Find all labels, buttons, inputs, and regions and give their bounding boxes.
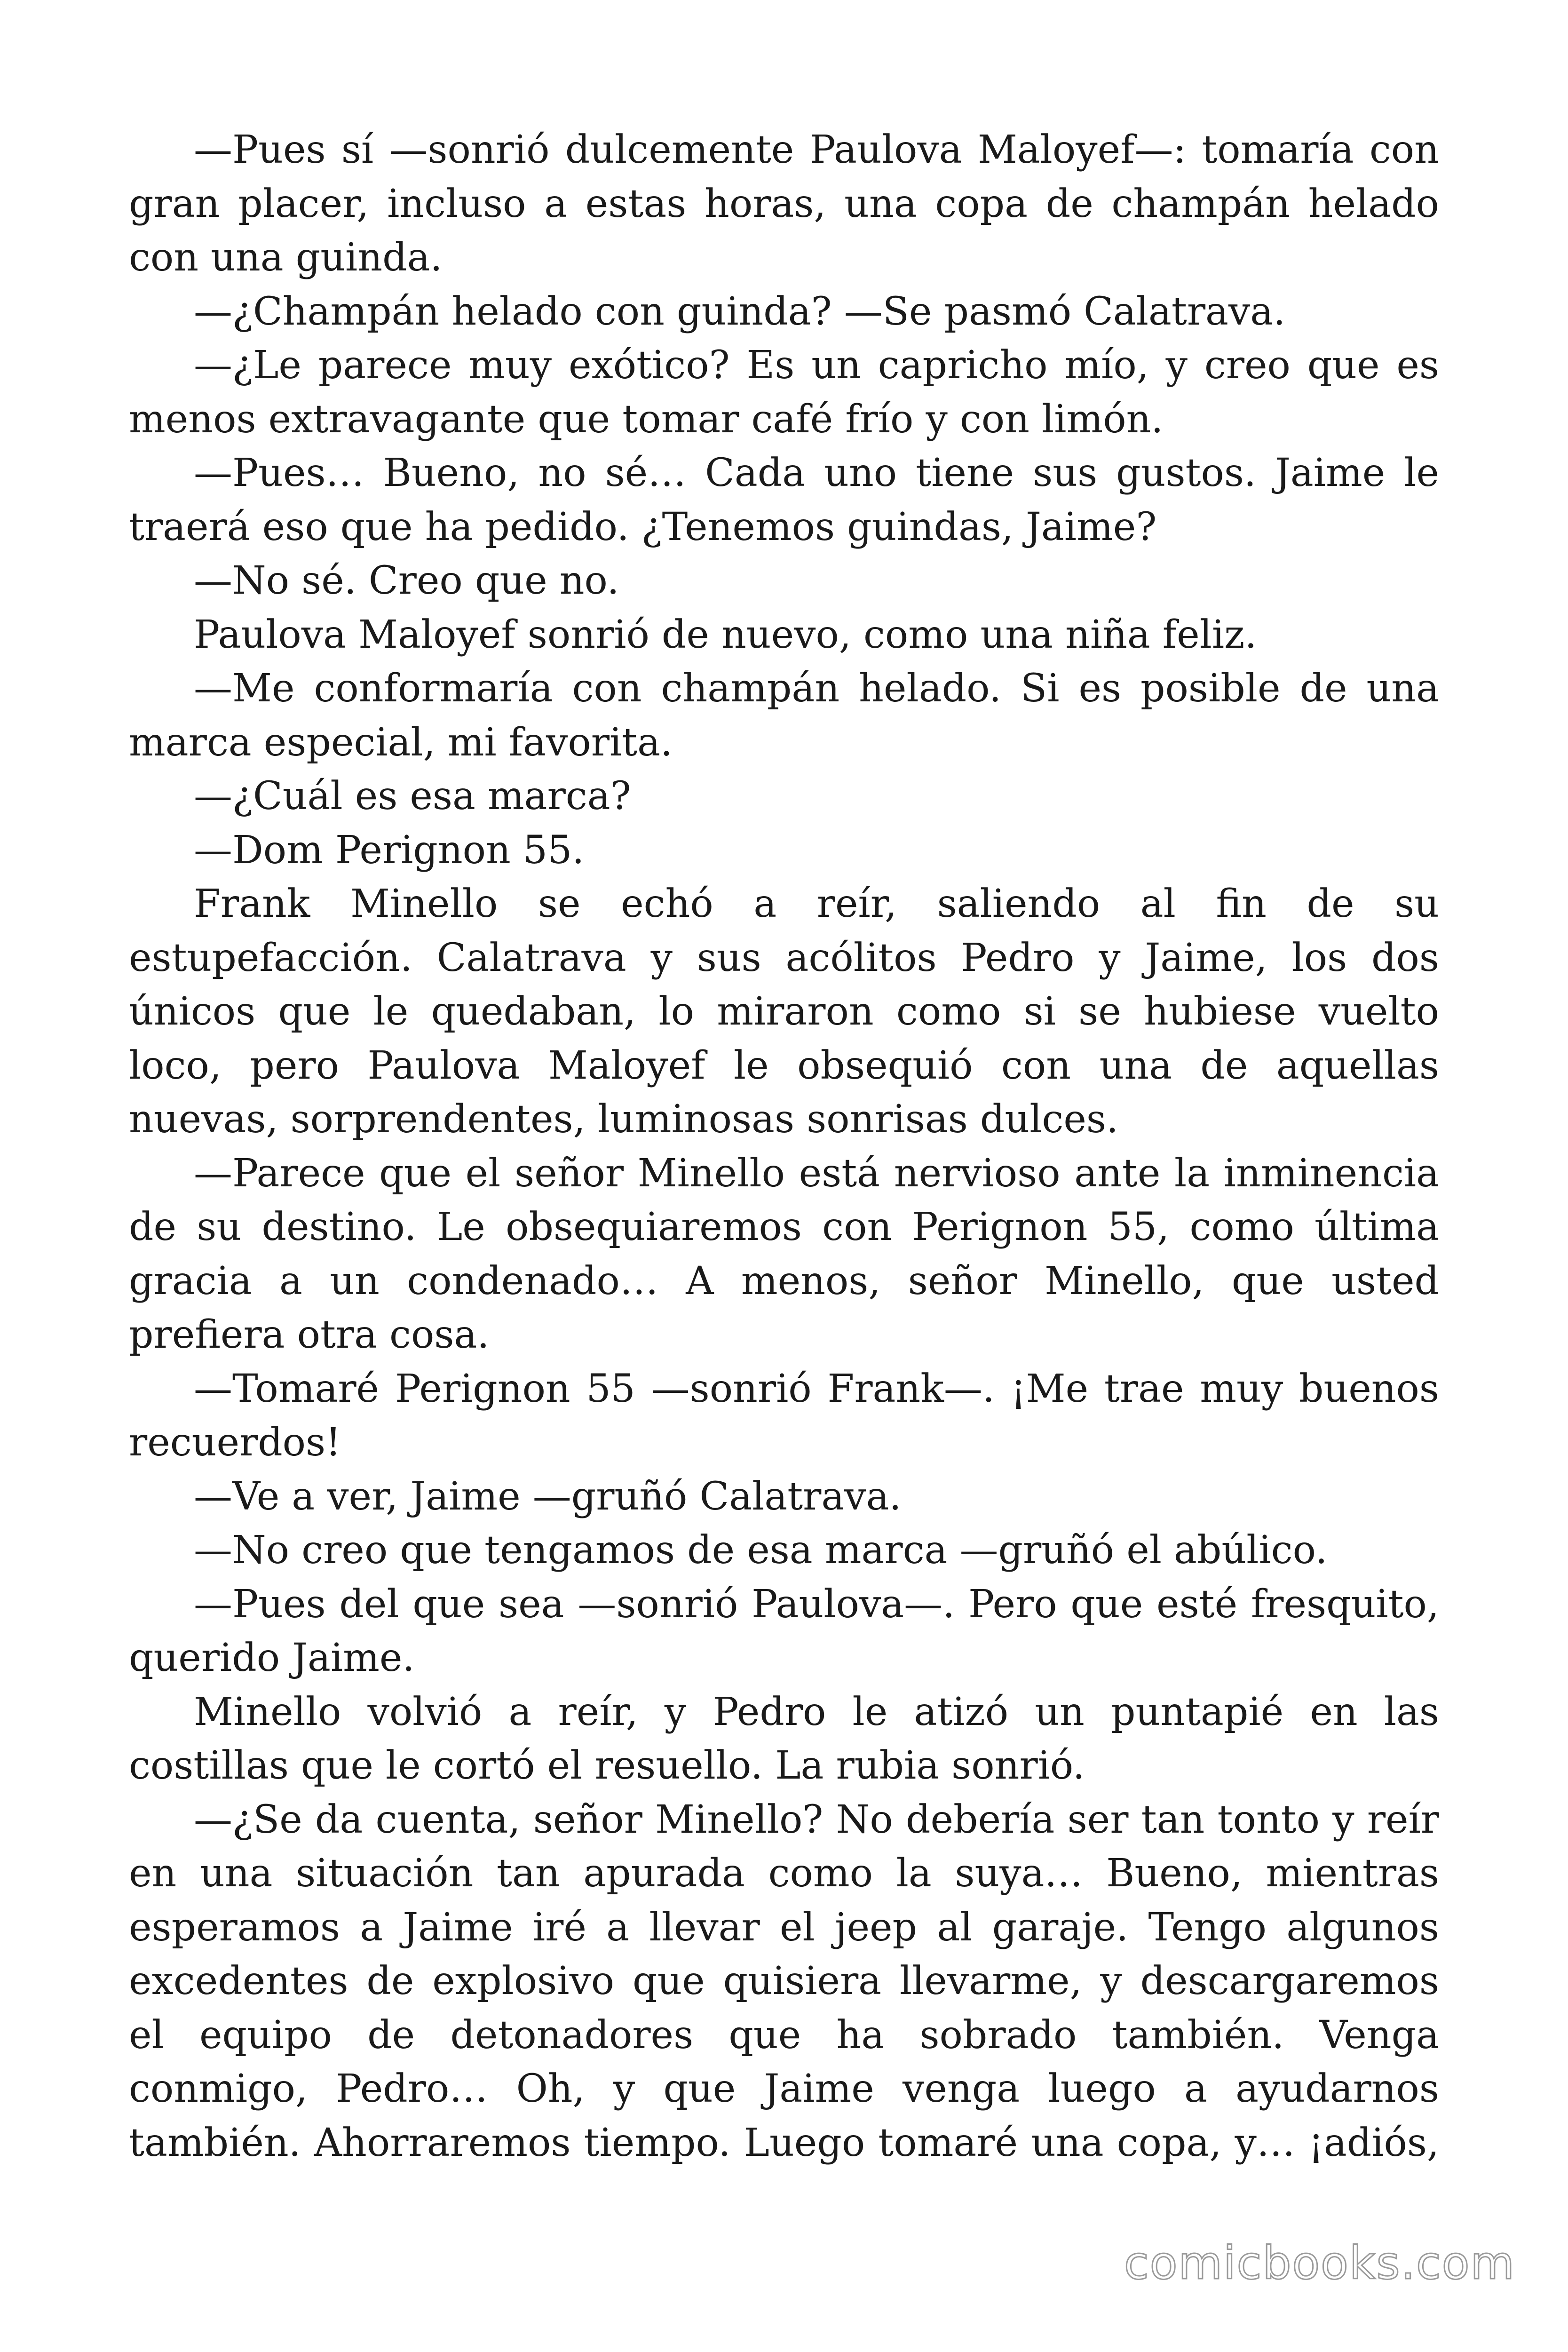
paragraph-17: —¿Se da cuenta, señor Minello? No debería ser tan tonto y reír en una situación tan apurada como la suya… Bueno, mientras esperamos a Jaime iré a llevar el jeep al garaje. Tengo algunos excedentes de explosivo que quisiera llevarme, y descargaremos el equipo de detonadores que ha sobrado también. Venga conmigo, Pedro… Oh, y que Jaime venga luego a ayudarnos también. Ahorraremos tiempo. Luego tomaré una copa, y… ¡adiós, <box>129 1797 1439 2165</box>
paragraph-1: —Pues sí —sonrió dulcemente Paulova Maloyef—: tomaría con gran placer, incluso a estas horas, una copa de champán helado con una guinda. <box>129 127 1439 280</box>
paragraph-15: —Pues del que sea —sonrió Paulova—. Pero que esté fresquito, querido Jaime. <box>129 1581 1439 1680</box>
body-text <box>129 123 1439 2170</box>
paragraph-8: —¿Cuál es esa marca? <box>194 774 631 818</box>
paragraph-6: Paulova Maloyef sonrió de nuevo, como una niña feliz. <box>194 612 1257 657</box>
paragraph-5: —No sé. Creo que no. <box>194 558 619 603</box>
paragraph-2: —¿Champán helado con guinda? —Se pasmó Calatrava. <box>194 289 1286 334</box>
paragraph-4: —Pues… Bueno, no sé… Cada uno tiene sus gustos. Jaime le traerá eso que ha pedido. ¿Tenemos guindas, Jaime? <box>129 451 1439 549</box>
paragraph-10: Frank Minello se echó a reír, saliendo al fin de su estupefacción. Calatrava y sus acólitos Pedro y Jaime, los dos únicos que le quedaban, lo miraron como si se hubiese vuelto loco, pero Paulova Maloyef le obsequió con una de aquellas nuevas, sorprendentes, luminosas sonrisas dulces. <box>129 882 1439 1142</box>
paragraph-12: —Tomaré Perignon 55 —sonrió Frank—. ¡Me trae muy buenos recuerdos! <box>129 1366 1439 1465</box>
paragraph-9: —Dom Perignon 55. <box>194 827 585 873</box>
paragraph-11: —Parece que el señor Minello está nervioso ante la inminencia de su destino. Le obsequiaremos con Perignon 55, como última gracia a un condenado… A menos, señor Minello, que usted prefiera otra cosa. <box>129 1151 1439 1357</box>
paragraph-7: —Me conformaría con champán helado. Si es posible de una marca especial, mi favorita. <box>129 666 1439 765</box>
paragraph-14: —No creo que tengamos de esa marca —gruñó el abúlico. <box>194 1528 1328 1573</box>
watermark: comicbooks.com <box>1124 2237 1515 2289</box>
paragraph-16: Minello volvió a reír, y Pedro le atizó un puntapié en las costillas que le cortó el resuello. La rubia sonrió. <box>129 1689 1439 1788</box>
paragraph-3: —¿Le parece muy exótico? Es un capricho mío, y creo que es menos extravagante que tomar café frío y con limón. <box>129 343 1439 442</box>
paragraph-13: —Ve a ver, Jaime —gruñó Calatrava. <box>194 1474 902 1519</box>
